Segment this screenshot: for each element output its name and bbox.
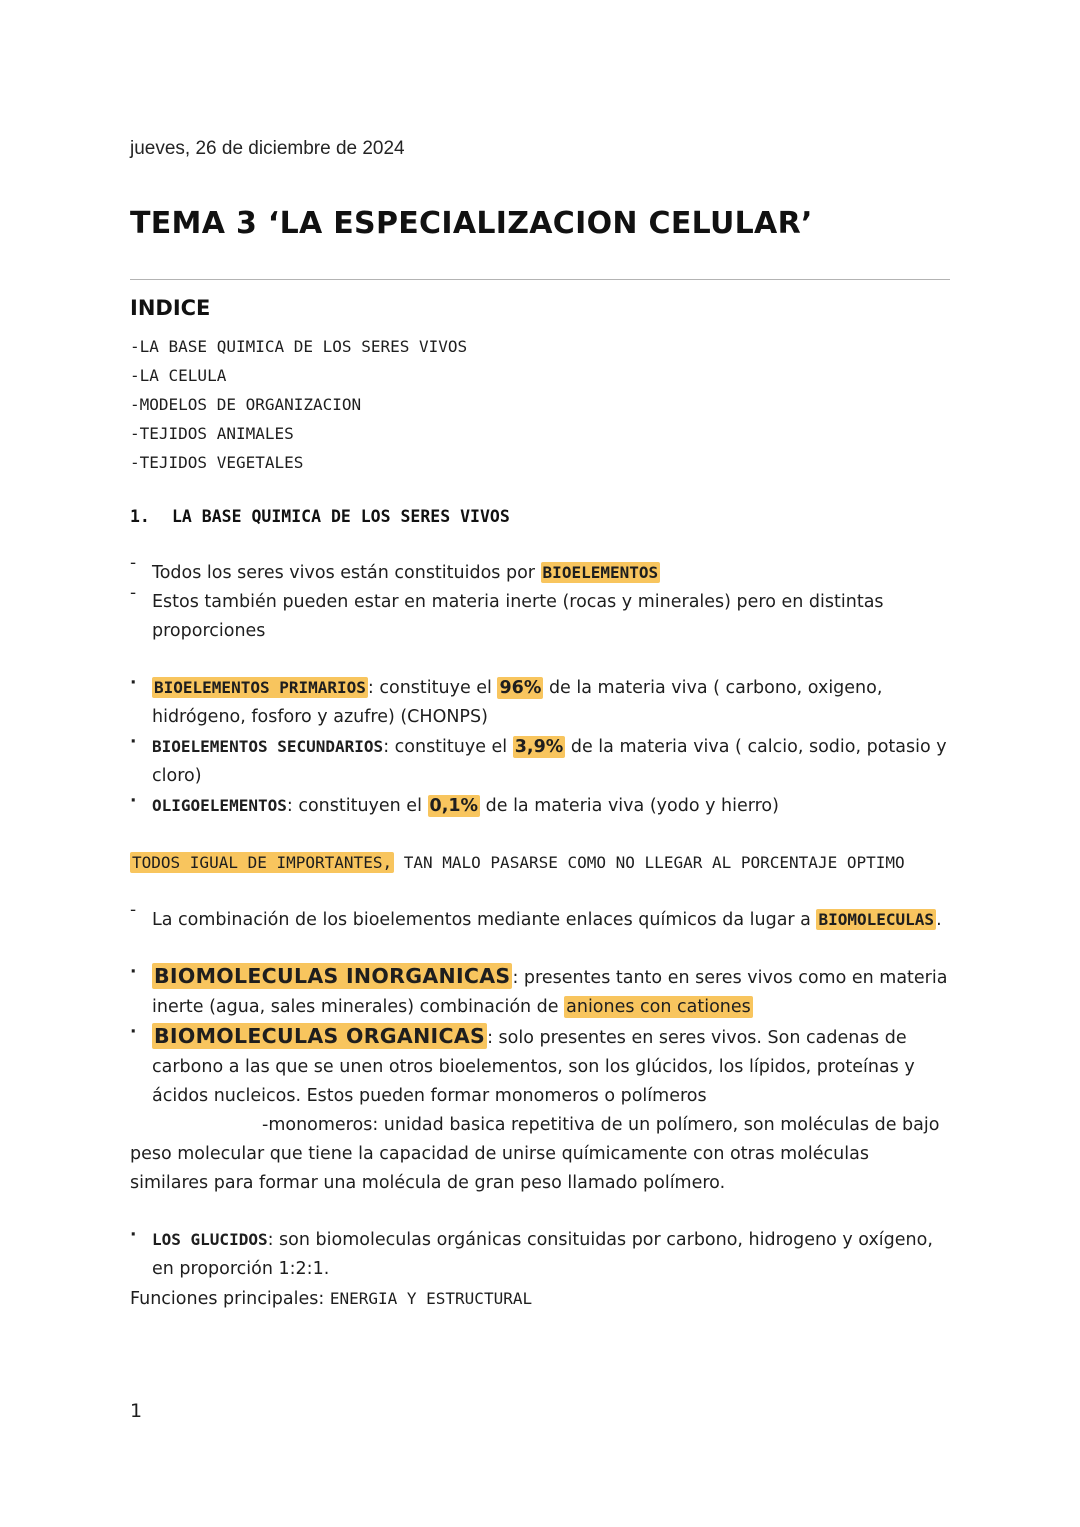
title-divider [130,279,950,280]
list-item [130,583,950,646]
paragraph: BIOMOLECULAS ORGANICAS : solo presentes en seres vivos. Son cadenas de carbono a las que se unen otros bioelementos, son los glúcidos, los lípidos, proteínas y ácidos nucleicos. Estos pueden formar monomeros o polímeros [152,1024,915,1106]
page-title: TEMA 3 ‘LA ESPECIALIZACION CELULAR’ [130,206,813,241]
dot-bullet: · [130,1225,137,1245]
list-item [130,1022,950,1111]
indice-item: -TEJIDOS VEGETALES [130,453,304,472]
indice-list [130,332,950,477]
dash-bullet: - [130,900,137,920]
list-item [130,962,950,1022]
indice-item: -LA BASE QUIMICA DE LOS SERES VIVOS [130,337,468,356]
indice-item: -LA CELULA [130,366,227,385]
dash-bullet: - [130,583,137,603]
paragraph: BIOMOLECULAS INORGANICAS : presentes tanto en seres vivos como en materia inerte (agua, sales minerales) combinación de aniones con cationes [152,964,948,1017]
paragraph: BIOELEMENTOS SECUNDARIOS: constituye el 3,9% de la materia viva ( calcio, sodio, potasio y cloro) [152,737,947,786]
list-item [130,553,950,588]
list-item [130,732,950,791]
list-item [130,791,950,821]
indice-heading: INDICE [130,296,211,320]
dot-bullet: · [130,791,137,811]
paragraph: OLIGOELEMENTOS: constituyen el 0,1% de la materia viva (yodo y hierro) [152,796,779,816]
dash-bullet: - [130,553,137,573]
list-item [130,900,950,935]
dot-bullet: · [130,962,137,982]
page-number: 1 [130,1400,143,1422]
monomeros-paragraph: -monomeros: unidad basica repetitiva de un polímero, son moléculas de bajo peso molecular que tiene la capacidad de unirse químicamente con otras moléculas similares para formar una molécula de gran peso llamado polímero. [130,1115,940,1193]
paragraph: Todos los seres vivos están constituidos por BIOELEMENTOS [152,563,659,583]
paragraph: BIOELEMENTOS PRIMARIOS : constituye el 96% de la materia viva ( carbono, oxigeno, hidrógeno, fosforo y azufre) (CHONPS) [152,678,883,727]
section-number: 1. [130,507,150,526]
indice-item: -MODELOS DE ORGANIZACION [130,395,362,414]
emphasis-line: TODOS IGUAL DE IMPORTANTES, TAN MALO PASARSE COMO NO LLEGAR AL PORCENTAJE OPTIMO [132,853,905,872]
date-line: jueves, 26 de diciembre de 2024 [130,138,405,159]
indice-item: -TEJIDOS ANIMALES [130,424,294,443]
functions-line: Funciones principales: ENERGIA Y ESTRUCTURAL [130,1289,533,1309]
dot-bullet: · [130,673,137,693]
section-title: LA BASE QUIMICA DE LOS SERES VIVOS [172,507,510,526]
section-heading [130,507,950,526]
list-item [130,673,950,732]
list-item [130,1225,950,1284]
dot-bullet: · [130,732,137,752]
dot-bullet: · [130,1022,137,1042]
paragraph: Estos también pueden estar en materia inerte (rocas y minerales) pero en distintas proporciones [152,592,884,641]
paragraph: La combinación de los bioelementos mediante enlaces químicos da lugar a BIOMOLECULAS . [152,910,942,930]
paragraph: LOS GLUCIDOS: son biomoleculas orgánicas consituidas por carbono, hidrogeno y oxígeno, en proporción 1:2:1. [152,1230,933,1279]
